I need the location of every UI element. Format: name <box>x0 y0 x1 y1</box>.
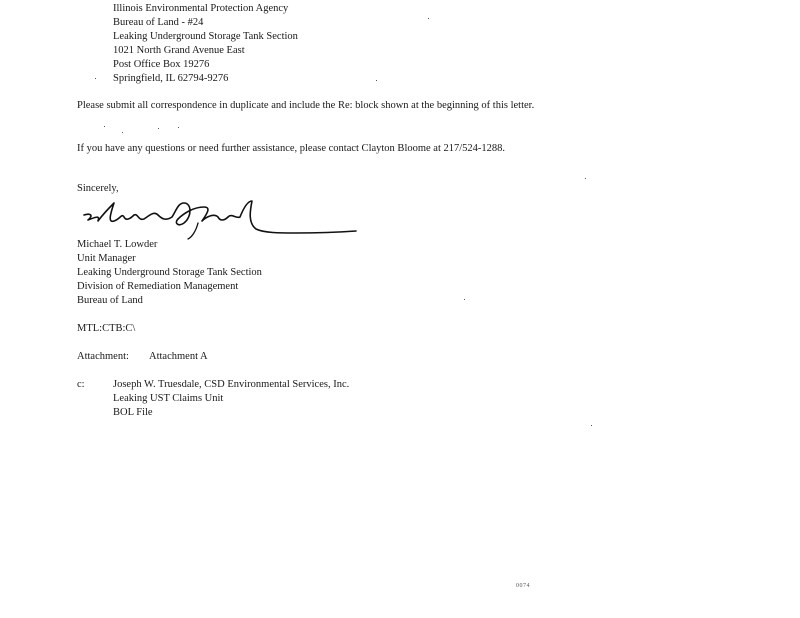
cc-recipient-3: BOL File <box>113 407 153 418</box>
address-bureau: Bureau of Land - #24 <box>113 17 204 28</box>
scan-speck <box>104 126 105 127</box>
scan-speck <box>178 127 179 128</box>
reference-initials: MTL:CTB:C\ <box>77 323 136 334</box>
scan-speck <box>428 18 429 19</box>
scan-speck <box>464 299 465 300</box>
signer-bureau: Bureau of Land <box>77 295 143 306</box>
scan-speck <box>591 425 592 426</box>
signer-name: Michael T. Lowder <box>77 239 158 250</box>
signer-division: Division of Remediation Management <box>77 281 239 292</box>
cc-recipient-1: Joseph W. Truesdale, CSD Environmental Services, Inc. <box>113 379 350 390</box>
scan-speck <box>585 178 586 179</box>
signer-title: Unit Manager <box>77 253 136 264</box>
cc-recipient-2: Leaking UST Claims Unit <box>113 393 224 404</box>
scan-speck <box>158 128 159 129</box>
salutation: Sincerely, <box>77 183 119 194</box>
address-street: 1021 North Grand Avenue East <box>113 45 245 56</box>
page-mark: 0074 <box>516 583 530 589</box>
scan-speck <box>122 132 123 133</box>
correspondence-paragraph: Please submit all correspondence in duplicate and include the Re: block shown at the beginning of this letter. <box>77 100 535 111</box>
address-po-box: Post Office Box 19276 <box>113 59 210 70</box>
scan-speck <box>376 80 377 81</box>
address-section: Leaking Underground Storage Tank Section <box>113 31 298 42</box>
cc-label: c: <box>77 379 85 390</box>
attachment-label: Attachment: <box>77 351 129 362</box>
contact-paragraph: If you have any questions or need further assistance, please contact Clayton Bloome at 217/524-1288. <box>77 143 506 154</box>
scan-speck <box>95 78 96 79</box>
signer-section: Leaking Underground Storage Tank Section <box>77 267 262 278</box>
address-city: Springfield, IL 62794-9276 <box>113 73 229 84</box>
attachment-value: Attachment A <box>149 351 208 362</box>
address-agency: Illinois Environmental Protection Agency <box>113 3 289 14</box>
